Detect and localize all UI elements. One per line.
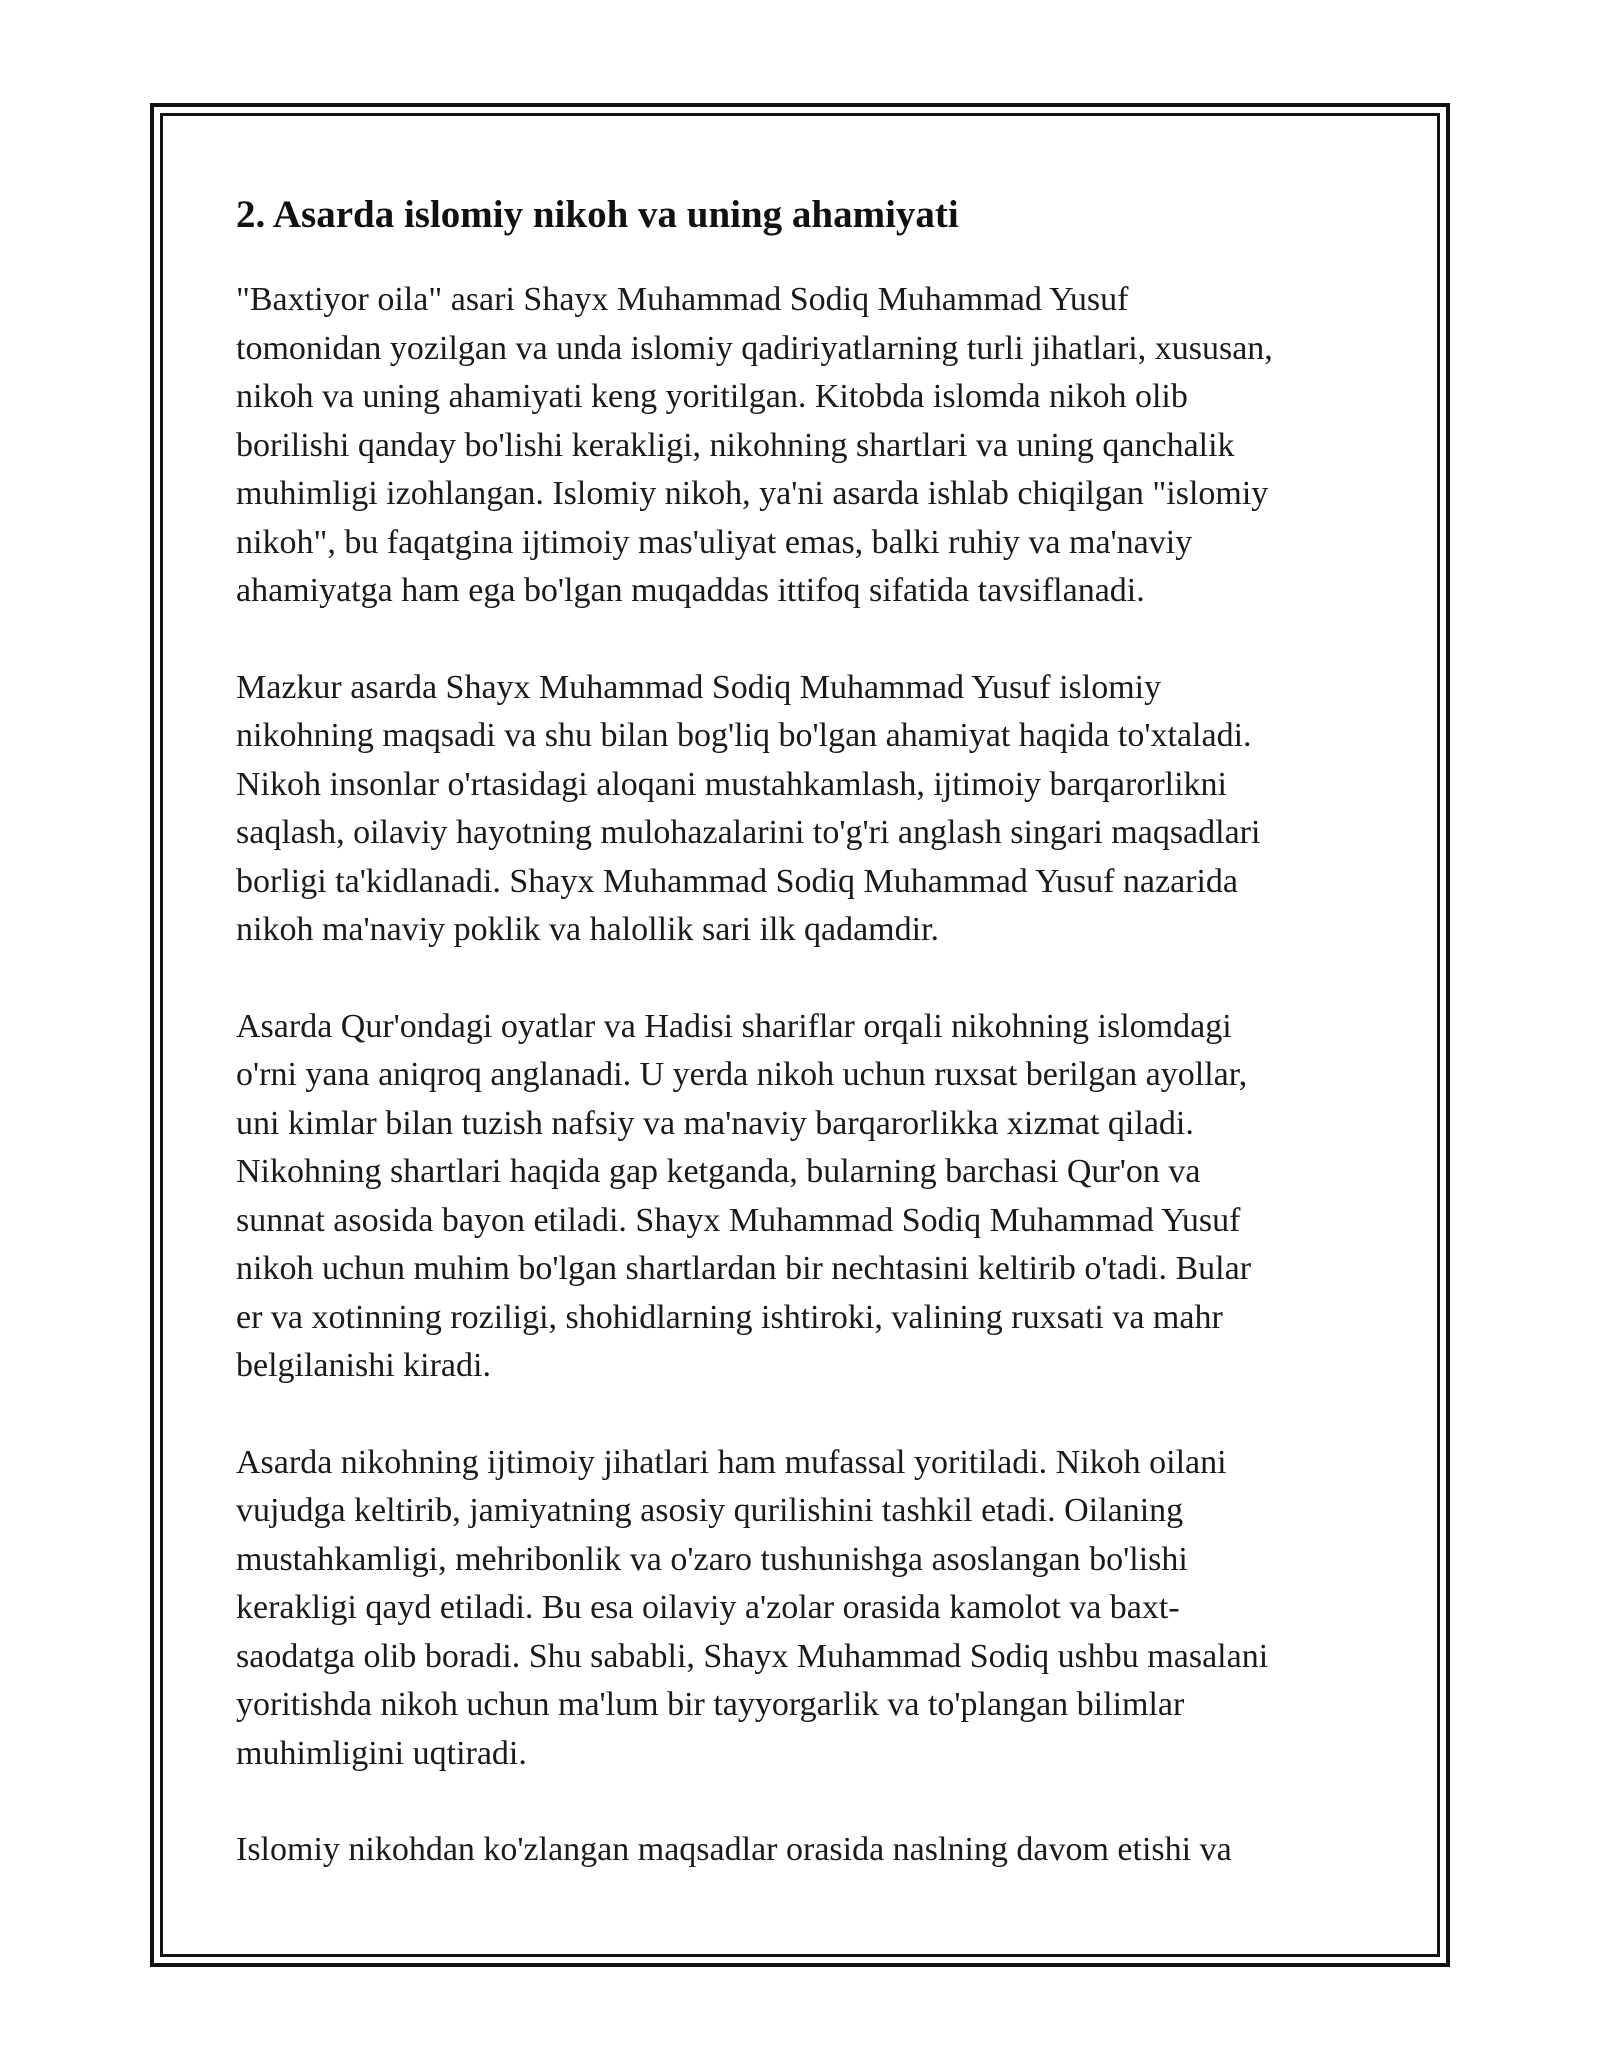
text-line: nikohning maqsadi va shu bilan bog'liq bo'lgan ahamiyat haqida to'xtaladi.: [236, 717, 1252, 754]
text-line: "Baxtiyor oila" asari Shayx Muhammad Sodiq Muhammad Yusuf: [236, 281, 1129, 318]
text-line: Islomiy nikohdan ko'zlangan maqsadlar orasida naslning davom etishi va: [236, 1831, 1232, 1868]
text-line: vujudga keltirib, jamiyatning asosiy qurilishini tashkil etadi. Oilaning: [236, 1492, 1184, 1529]
text-line: Mazkur asarda Shayx Muhammad Sodiq Muhammad Yusuf islomiy: [236, 668, 1162, 706]
text-line: nikoh va uning ahamiyati keng yoritilgan. Kitobda islomda nikoh olib: [236, 378, 1188, 415]
text-line: Nikohning shartlari haqida gap ketganda, bularning barchasi Qur'on va: [236, 1153, 1201, 1190]
document-body: [236, 186, 1366, 1923]
text-line: mustahkamligi, mehribonlik va o'zaro tushunishga asoslangan bo'lishi: [236, 1540, 1188, 1578]
text-line: saqlash, oilaviy hayotning mulohazalarini to'g'ri anglash singari maqsadlari: [236, 814, 1261, 851]
text-line: sunnat asosida bayon etiladi. Shayx Muhammad Sodiq Muhammad Yusuf: [236, 1201, 1241, 1239]
paragraph: [236, 664, 1366, 955]
text-line: uni kimlar bilan tuzish nafsiy va ma'naviy barqarorlikka xizmat qiladi.: [236, 1104, 1194, 1142]
section-heading: 2. Asarda islomiy nikoh va uning ahamiyati: [236, 193, 959, 236]
text-line: nikoh", bu faqatgina ijtimoiy mas'uliyat emas, balki ruhiy va ma'naviy: [236, 523, 1193, 561]
text-line: Asarda Qur'ondagi oyatlar va Hadisi shariflar orqali nikohning islomdagi: [236, 1007, 1232, 1045]
paragraph: [236, 1003, 1366, 1391]
text-line: belgilanishi kiradi.: [236, 1347, 491, 1384]
text-line: nikoh ma'naviy poklik va halollik sari ilk qadamdir.: [236, 911, 940, 948]
text-line: muhimligi izohlangan. Islomiy nikoh, ya'ni asarda ishlab chiqilgan "islomiy: [236, 475, 1269, 512]
text-line: borligi ta'kidlanadi. Shayx Muhammad Sodiq Muhammad Yusuf nazarida: [236, 862, 1239, 900]
text-line: o'rni yana aniqroq anglanadi. U yerda nikoh uchun ruxsat berilgan ayollar,: [236, 1056, 1248, 1093]
text-line: tomonidan yozilgan va unda islomiy qadiriyatlarning turli jihatlari, xususan,: [236, 329, 1273, 367]
text-line: er va xotinning roziligi, shohidlarning ishtiroki, valining ruxsati va mahr: [236, 1298, 1223, 1336]
paragraph: [236, 1439, 1366, 1779]
text-line: nikoh uchun muhim bo'lgan shartlardan bir nechtasini keltirib o'tadi. Bular: [236, 1250, 1252, 1287]
text-line: kerakligi qayd etiladi. Bu esa oilaviy a'zolar orasida kamolot va baxt-: [236, 1589, 1180, 1626]
text-line: Nikoh insonlar o'rtasidagi aloqani mustahkamlash, ijtimoiy barqarorlikni: [236, 765, 1227, 803]
text-line: muhimligini uqtiradi.: [236, 1734, 527, 1772]
text-line: yoritishda nikoh uchun ma'lum bir tayyorgarlik va to'plangan bilimlar: [236, 1686, 1185, 1723]
paragraph: [236, 1826, 1366, 1875]
text-line: saodatga olib boradi. Shu sababli, Shayx Muhammad Sodiq ushbu masalani: [236, 1637, 1269, 1675]
text-line: ahamiyatga ham ega bo'lgan muqaddas ittifoq sifatida tavsiflanadi.: [236, 572, 1145, 609]
paragraph: [236, 276, 1366, 616]
text-line: borilishi qanday bo'lishi kerakligi, nikohning shartlari va uning qanchalik: [236, 426, 1235, 464]
text-line: Asarda nikohning ijtimoiy jihatlari ham mufassal yoritiladi. Nikoh oilani: [236, 1443, 1227, 1481]
